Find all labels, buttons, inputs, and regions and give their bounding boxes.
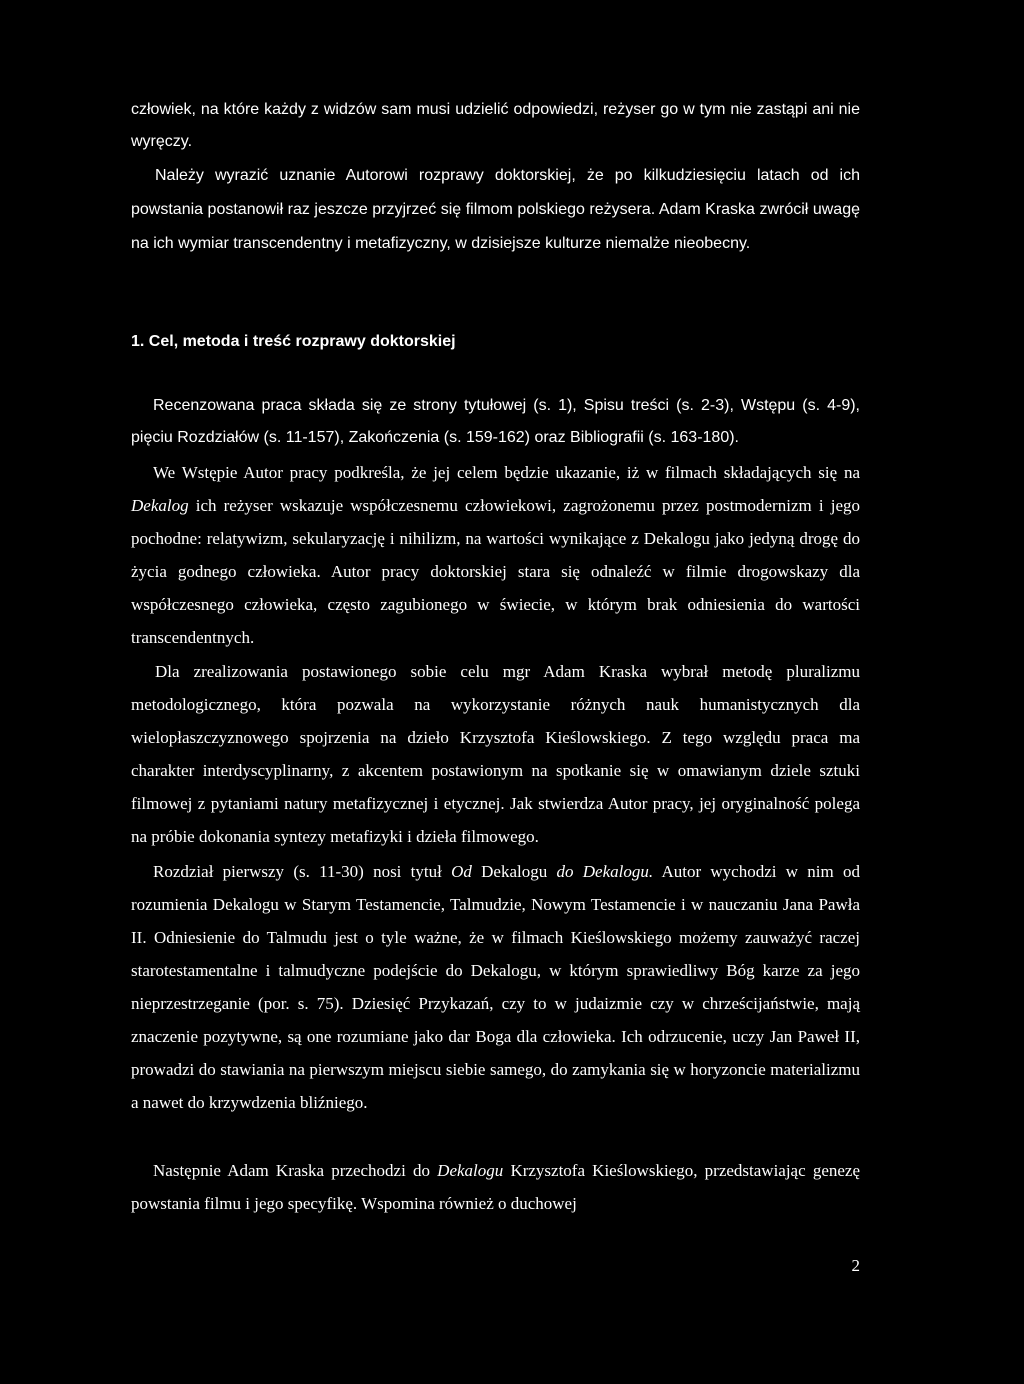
paragraph-acknowledgement: Należy wyrazić uznanie Autorowi rozprawy doktorskiej, że po kilkudziesięciu latach od ich powstania postanowił raz jeszcze przyjrzeć się filmom polskiego reżysera. Adam Kraska zwrócił uwagę na ich wymiar transcendentny i metafizyczny, w dzisiejsze kulturze niemalże nieobecny. bbox=[131, 167, 860, 252]
paragraph-introduction bbox=[131, 456, 860, 654]
italic-title: Dekalogu bbox=[437, 1161, 504, 1180]
text-run: Rozdział pierwszy (s. 11-30) nosi tytuł bbox=[153, 862, 452, 881]
italic-title: Dekalog bbox=[131, 496, 189, 515]
italic-title: Od bbox=[451, 862, 472, 881]
paragraph-continuation: człowiek, na które każdy z widzów sam musi udzielić odpowiedzi, reżyser go w tym nie zastąpi ani nie wyręczy. bbox=[131, 101, 860, 150]
text-run: Dekalogu bbox=[471, 862, 557, 881]
paragraph-chapter-one bbox=[131, 855, 860, 1119]
italic-title: do Dekalogu. bbox=[556, 862, 654, 881]
paragraph-structure: Recenzowana praca składa się ze strony tytułowej (s. 1), Spisu treści (s. 2-3), Wstępu (s. 4-9), pięciu Rozdziałów (s. 11-157), Zakończenia (s. 159-162) oraz Bibliografii (s. 163-180). bbox=[131, 397, 860, 446]
paragraph-method: Dla zrealizowania postawionego sobie celu mgr Adam Kraska wybrał metodę pluralizmu metodologicznego, która pozwala na wykorzystanie różnych nauk humanistycznych dla wielopłaszczyznowego spojrzenia na dzieło Krzysztofa Kieślowskiego. Z tego względu praca ma charakter interdyscyplinarny, z akcentem postawionym na spotkanie się w omawianym dziele sztuki filmowej z pytaniami natury metafizycznej i etycznej. Jak stwierdza Autor pracy, jej oryginalność polega na próbie dokonania syntezy metafizyki i dzieła filmowego. bbox=[131, 662, 860, 846]
text-run: Następnie Adam Kraska przechodzi do bbox=[153, 1161, 438, 1180]
text-run: ich reżyser wskazuje współczesnemu człowiekowi, zagrożonemu przez postmodernizm i jego pochodne: relatywizm, sekularyzację i nihilizm, na wartości wynikające z Dekalogu jako jedyną drogę do życia godnego człowieka. Autor pracy doktorskiej stara się odnaleźć w filmie drogowskazy dla współczesnego człowieka, często zagubionego w świecie, w którym brak odniesienia do wartości transcendentnych. bbox=[131, 496, 860, 647]
section-heading: 1. Cel, metoda i treść rozprawy doktorskiej bbox=[131, 333, 456, 350]
paragraph-next bbox=[131, 1154, 860, 1220]
page-number: 2 bbox=[851, 1256, 860, 1275]
text-run: Autor wychodzi w nim od rozumienia Dekalogu w Starym Testamencie, Talmudzie, Nowym Testamencie i w nauczaniu Jana Pawła II. Odniesienie do Talmudu jest o tyle ważne, że w filmach Kieślowskiego możemy zauważyć raczej starotestamentalne i talmudyczne podejście do Dekalogu, w którym sprawiedliwy Bóg karze za jego nieprzestrzeganie (por. s. 75). Dziesięć Przykazań, czy to w judaizmie czy w chrześcijaństwie, mają znaczenie pozytywne, są one rozumiane jako dar Boga dla człowieka. Ich odrzucenie, uczy Jan Paweł II, prowadzi do stawiania na pierwszym miejscu siebie samego, do zamykania się w horyzoncie materializmu a nawet do krzywdzenia bliźniego. bbox=[131, 862, 860, 1112]
text-run: Krzysztofa Kieślowskiego, przedstawiając genezę powstania filmu i jego specyfikę. Wspomina również o duchowej bbox=[131, 1161, 861, 1213]
text-run: We Wstępie Autor pracy podkreśla, że jej celem będzie ukazanie, iż w filmach składających się na bbox=[153, 463, 860, 482]
